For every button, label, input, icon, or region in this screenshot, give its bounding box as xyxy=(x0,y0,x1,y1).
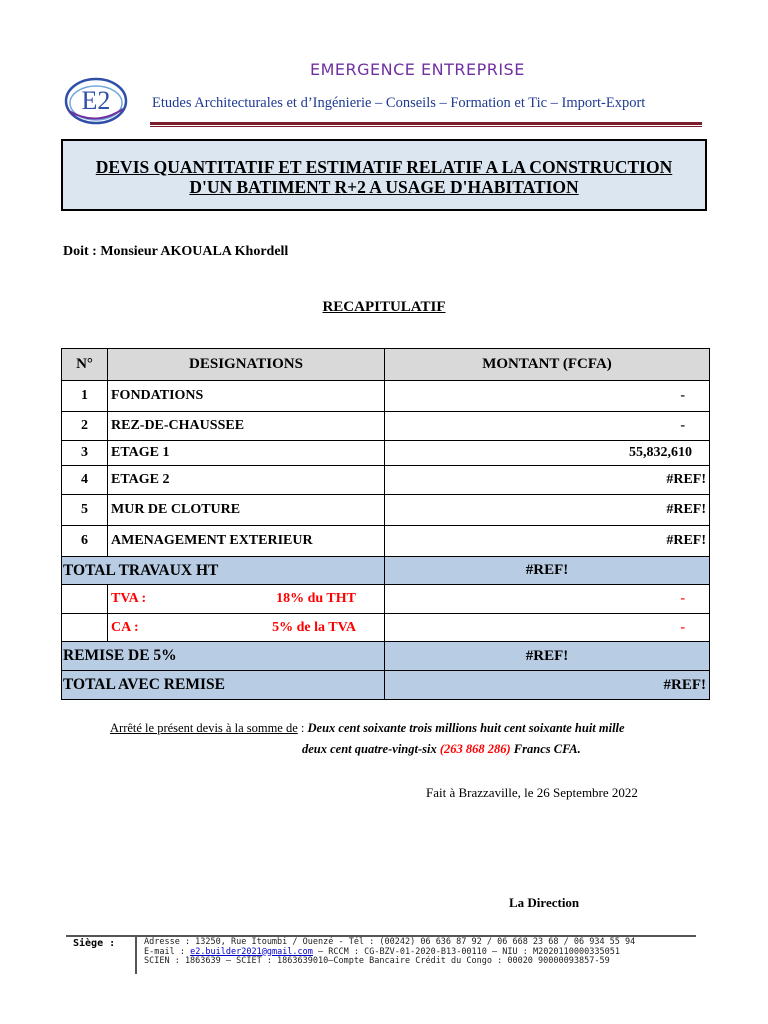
amount-in-words-line2 xyxy=(302,742,581,757)
col-header-designation: DESIGNATIONS xyxy=(108,349,385,381)
row-designation: REZ-DE-CHAUSSEE xyxy=(108,412,385,441)
tva-row xyxy=(62,585,710,614)
amount-figures: (263 868 286) xyxy=(439,742,511,756)
row-amount: #REF! xyxy=(385,526,710,557)
footer-email-label: E-mail : xyxy=(144,946,185,957)
tva-rate: 18% du THT xyxy=(276,591,356,606)
recap-heading: RECAPITULATIF xyxy=(322,299,446,315)
e2-logo-icon xyxy=(63,75,129,127)
company-name: EMERGENCE ENTREPRISE xyxy=(310,60,525,79)
row-num: 1 xyxy=(62,381,108,412)
ca-row xyxy=(62,614,710,642)
siege-label: Siège : xyxy=(73,938,116,949)
remise-row xyxy=(62,642,710,671)
row-amount: 55,832,610 xyxy=(385,441,710,466)
row-num: 2 xyxy=(62,412,108,441)
document-title-line2: D'UN BATIMENT R+2 A USAGE D'HABITATION xyxy=(189,177,579,197)
total-remise-amount: #REF! xyxy=(385,671,710,700)
ca-cell xyxy=(108,614,385,642)
row-designation: FONDATIONS xyxy=(108,381,385,412)
ca-amount: - xyxy=(385,614,710,642)
ca-num-cell xyxy=(62,614,108,642)
company-tagline: Etudes Architecturales et d’Ingénierie – Conseils – Formation et Tic – Import-Export xyxy=(152,95,646,111)
amount-words-1: Deux cent soixante trois millions huit cent soixante huit mille xyxy=(307,721,625,735)
footer-email-link[interactable]: e2.builder2021@gmail.com xyxy=(190,946,313,957)
place-date: Fait à Brazzaville, le 26 Septembre 2022 xyxy=(426,785,638,800)
total-remise-row xyxy=(62,671,710,700)
remise-amount: #REF! xyxy=(385,642,710,671)
footer-bank: SCIEN : 1863639 – SCIET : 1863639010–Compte Bancaire Crédit du Congo : 00020 90000093857-59 xyxy=(144,956,610,966)
document-title-line1: DEVIS QUANTITATIF ET ESTIMATIF RELATIF A LA CONSTRUCTION xyxy=(95,157,673,177)
row-num: 5 xyxy=(62,495,108,526)
total-ht-label: TOTAL TRAVAUX HT xyxy=(62,557,385,585)
row-num: 3 xyxy=(62,441,108,466)
footer-registration: – RCCM : CG-BZV-01-2020-B13-00110 – NIU : M2020110000335051 xyxy=(318,946,620,957)
amount-in-words-line1 xyxy=(110,721,625,736)
header-divider xyxy=(150,122,702,125)
header-divider-thin xyxy=(150,126,702,127)
footer-info xyxy=(144,938,635,967)
table-header-row xyxy=(62,349,710,381)
row-num: 6 xyxy=(62,526,108,557)
total-ht-amount: #REF! xyxy=(385,557,710,585)
footer-address: Adresse : 13250, Rue Itoumbi / Ouenzé - Tél : (00242) 06 636 87 92 / 06 668 23 68 / 06 934 55 94 xyxy=(144,937,636,947)
total-ht-row xyxy=(62,557,710,585)
ca-rate: 5% de la TVA xyxy=(272,619,356,635)
row-amount: #REF! xyxy=(385,495,710,526)
col-header-amount: MONTANT (FCFA) xyxy=(385,349,710,381)
col-header-num: N° xyxy=(62,349,108,381)
row-designation: AMENAGEMENT EXTERIEUR xyxy=(108,526,385,557)
footer-vertical-divider xyxy=(135,937,137,974)
table-row xyxy=(62,441,710,466)
signature-label: La Direction xyxy=(509,895,580,910)
row-amount: - xyxy=(385,412,710,441)
amount-words-2: deux cent quatre-vingt-six xyxy=(302,742,437,756)
ca-label: CA : xyxy=(111,619,139,635)
remise-label: REMISE DE 5% xyxy=(62,642,385,671)
table-row xyxy=(62,381,710,412)
table-row xyxy=(62,466,710,495)
recap-table xyxy=(61,348,710,700)
document-title-box xyxy=(61,139,707,211)
arrete-colon: : xyxy=(297,721,308,735)
row-amount: - xyxy=(385,381,710,412)
table-row xyxy=(62,495,710,526)
tva-amount: - xyxy=(385,585,710,614)
row-num: 4 xyxy=(62,466,108,495)
arrete-label: Arrêté le présent devis à la somme de xyxy=(110,721,298,735)
currency: Francs CFA. xyxy=(513,742,581,756)
row-amount: #REF! xyxy=(385,466,710,495)
tva-num-cell xyxy=(62,585,108,614)
logo-text: E2 xyxy=(81,86,111,115)
table-row xyxy=(62,526,710,557)
tva-label: TVA : xyxy=(111,591,147,606)
row-designation: ETAGE 2 xyxy=(108,466,385,495)
client-line: Doit : Monsieur AKOUALA Khordell xyxy=(63,244,289,259)
total-remise-label: TOTAL AVEC REMISE xyxy=(62,671,385,700)
table-row xyxy=(62,412,710,441)
row-designation: MUR DE CLOTURE xyxy=(108,495,385,526)
company-logo xyxy=(63,75,129,127)
row-designation: ETAGE 1 xyxy=(108,441,385,466)
tva-cell xyxy=(108,585,385,614)
